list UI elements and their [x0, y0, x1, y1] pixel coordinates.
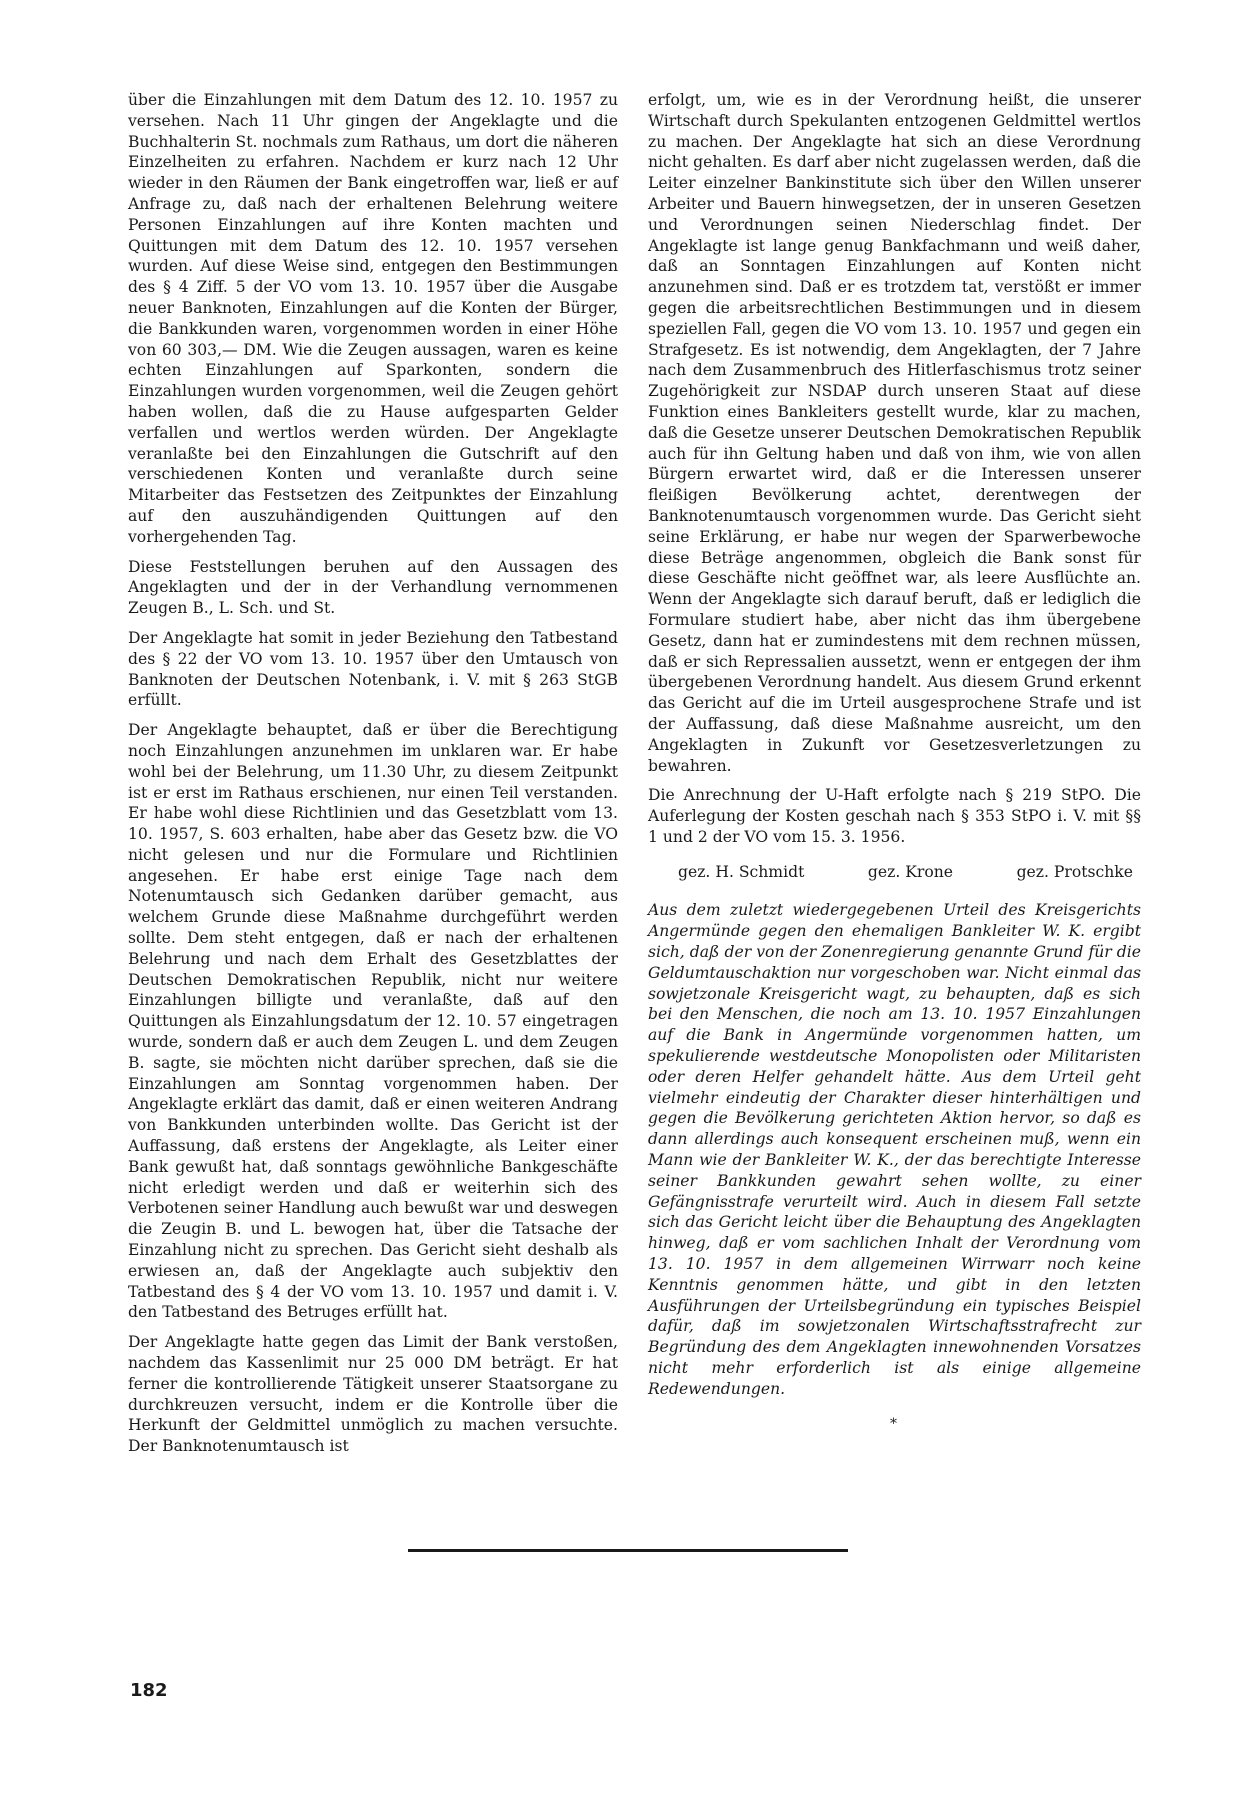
page-number: 182 [130, 1680, 168, 1701]
signature: gez. H. Schmidt [678, 862, 805, 881]
signature-line [678, 862, 1133, 883]
editorial-commentary: Aus dem zuletzt wiedergegebenen Urteil des Kreisgerichts Angermünde gegen den ehemaligen Bankleiter W. K. ergibt sich, daß der von der Zonenregierung genannte Grund für die Geldumtauschaktion nur vorgeschoben war. Nicht einmal das sowjetzonale Kreisgericht wagt, zu behaupten, daß es sich bei den Menschen, die noch am 13. 10. 1957 Einzahlungen auf die Bank in Angermünde vorgenommen hatten, um spekulierende westdeutsche Monopolisten oder Militaristen oder deren Helfer gehandelt hätte. Aus dem Urteil geht vielmehr eindeutig der Charakter dieser hinterhältigen und gegen die Bevölkerung gerichteten Aktion hervor, so daß es dann allerdings auch konsequent erscheinen muß, wenn ein Mann wie der Bankleiter W. K., der das berechtigte Interesse seiner Bankkunden gewahrt sehen wollte, zu einer Gefängnisstrafe verurteilt wird. Auch in diesem Fall setzte sich das Gericht leicht über die Behauptung des Angeklagten hinweg, daß er vom sachlichen Inhalt der Verordnung vom 13. 10. 1957 in dem allgemeinen Wirrwarr noch keine Kenntnis genommen hätte, und gibt in den letzten Ausführungen der Urteilsbegründung ein typisches Beispiel dafür, daß im sowjetzonalen Wirtschaftsstrafrecht zur Begründung des dem Angeklagten innewohnenden Vorsatzes nicht mehr erforderlich ist als einige allgemeine Redewendungen. [648, 901, 1141, 1398]
paragraph: Die Anrechnung der U-Haft erfolgte nach § 219 StPO. Die Auferlegung der Kosten geschah nach § 353 StPO i. V. mit §§ 1 und 2 der VO vom 15. 3. 1956. [648, 786, 1141, 846]
paragraph: über die Einzahlungen mit dem Datum des 12. 10. 1957 zu versehen. Nach 11 Uhr gingen der Angeklagte und die Buchhalterin St. nochmals zum Rathaus, um dort die näheren Einzelheiten zu erfahren. Nachdem er kurz nach 12 Uhr wieder in den Räumen der Bank eingetroffen war, ließ er auf Anfrage zu, daß nach der erhaltenen Belehrung weitere Personen Einzahlungen auf ihre Konten machten und Quittungen mit dem Datum des 12. 10. 1957 versehen wurden. Auf diese Weise sind, entgegen den Bestimmungen des § 4 Ziff. 5 der VO vom 13. 10. 1957 über die Ausgabe neuer Banknoten, Einzahlungen auf die Konten der Bürger, die Bankkunden waren, vorgenommen worden in einer Höhe von 60 303,— DM. Wie die Zeugen aussagen, waren es keine echten Einzahlungen auf Sparkonten, sondern die Einzahlungen wurden vorgenommen, weil die Zeugen gehört haben wollen, daß die zu Hause aufgesparten Gelder verfallen und wertlos werden würden. Der Angeklagte veranlaßte bei den Einzahlungen die Gutschrift auf den verschiedenen Konten und veranlaßte durch seine Mitarbeiter das Festsetzen des Zeitpunktes der Einzahlung auf den auszuhändigenden Quittungen auf den vorhergehenden Tag. [128, 91, 618, 546]
section-separator: * [890, 1415, 899, 1432]
right-column [648, 90, 1141, 1434]
signature: gez. Krone [867, 862, 954, 881]
paragraph: Der Angeklagte hatte gegen das Limit der Bank verstoßen, nachdem das Kassenlimit nur 25 000 DM beträgt. Er hat ferner die kontrollierende Tätigkeit unserer Staatsorgane zu durchkreuzen versucht, indem er die Kontrolle über die Herkunft der Geldmittel unmöglich zu machen versuchte. Der Banknotenumtausch ist [128, 1333, 618, 1456]
paragraph: Diese Feststellungen beruhen auf den Aussagen des Angeklagten und der in der Verhandlung vernommenen Zeugen B., L. Sch. und St. [128, 557, 618, 618]
paragraph: Der Angeklagte hat somit in jeder Beziehung den Tatbestand des § 22 der VO vom 13. 10. 1957 über den Umtausch von Banknoten der Deutschen Notenbank, i. V. mit § 263 StGB erfüllt. [128, 628, 618, 710]
horizontal-rule [408, 1549, 848, 1552]
paragraph: Der Angeklagte behauptet, daß er über die Berechtigung noch Einzahlungen anzunehmen im unklaren war. Er habe wohl bei der Belehrung, um 11.30 Uhr, zu diesem Zeitpunkt ist er erst im Rathaus erschienen, nur einen Teil verstanden. Er habe wohl diese Richtlinien und das Gesetzblatt vom 13. 10. 1957, S. 603 erhalten, habe aber das Gesetz bzw. die VO nicht gelesen und nur die Formulare und Richtlinien angesehen. Er habe erst einige Tage nach dem Notenumtausch sich Gedanken darüber gemacht, aus welchem Grunde diese Maßnahme durchgeführt werden sollte. Dem steht entgegen, daß er nach der erhaltenen Belehrung und nach dem Erhalt des Gesetzblattes der Deutschen Demokratischen Republik, nicht nur weitere Einzahlungen billigte und veranlaßte, daß auf den Quittungen als Einzahlungsdatum der 12. 10. 57 eingetragen wurde, sondern daß er auch dem Zeugen L. und dem Zeugen B. sagte, sie möchten nicht darüber sprechen, daß sie die Einzahlungen am Sonntag vorgenommen haben. Der Angeklagte erklärt das damit, daß er einen weiteren Andrang von Bankkunden unterbinden wollte. Das Gericht ist der Auffassung, daß erstens der Angeklagte, als Leiter einer Bank gewußt hat, daß sonntags gewöhnliche Bankgeschäfte nicht erledigt werden und daß er weiterhin sich des Verbotenen seiner Handlung auch bewußt war und deswegen die Zeugin B. und L. bewogen hat, über die Tatsache der Einzahlung nicht zu sprechen. Das Gericht sieht deshalb als erwiesen an, daß der Angeklagte auch subjektiv den Tatbestand des § 4 der VO vom 13. 10. 1957 und damit i. V. den Tatbestand des Betruges erfüllt hat. [128, 721, 618, 1322]
left-column [128, 90, 618, 1466]
signature: gez. Protschke [1016, 862, 1133, 881]
paragraph: erfolgt, um, wie es in der Verordnung heißt, die unserer Wirtschaft durch Spekulanten entzogenen Geldmittel wertlos zu machen. Der Angeklagte hat sich an diese Verordnung nicht gehalten. Es darf aber nicht zugelassen werden, daß die Leiter einzelner Bankinstitute sich über den Willen unserer Arbeiter und Bauern hinwegsetzen, der in unseren Gesetzen und Verordnungen seinen Niederschlag findet. Der Angeklagte ist lange genug Bankfachmann und weiß daher, daß an Sonntagen Einzahlungen auf Konten nicht anzunehmen sind. Daß er es trotzdem tat, verstößt er immer gegen die arbeitsrechtlichen Bestimmungen und in diesem speziellen Fall, gegen die VO vom 13. 10. 1957 und gegen ein Strafgesetz. Es ist notwendig, dem Angeklagten, der 7 Jahre nach dem Zusammenbruch des Hitlerfaschismus trotz seiner Zugehörigkeit zur NSDAP durch unseren Staat auf diese Funktion eines Bankleiters gestellt wurde, klar zu machen, daß die Gesetze unserer Deutschen Demokratischen Republik auch für ihn Geltung haben und daß von ihm, wie von allen Bürgern erwartet wird, daß er die Interessen unserer fleißigen Bevölkerung achtet, derentwegen der Banknotenumtausch vorgenommen wurde. Das Gericht sieht seine Erklärung, er habe nur wegen der Sparwerbewoche diese Beträge angenommen, obgleich die Bank sonst für diese Geschäfte nicht geöffnet war, als leere Ausflüchte an. Wenn der Angeklagte sich darauf beruft, daß er lediglich die Formulare studiert habe, aber nicht das ihm übergebene Gesetz, dann hat er zumindestens mit dem rechnen müssen, daß er sich Repressalien aussetzt, wenn er entgegen der ihm übergebenen Verordnung handelt. Aus diesem Grund erkennt das Gericht auf die im Urteil ausgesprochene Strafe und ist der Auffassung, daß diese Maßnahme ausreicht, um den Angeklagten in Zukunft vor Gesetzesverletzungen zu bewahren. [648, 91, 1141, 775]
